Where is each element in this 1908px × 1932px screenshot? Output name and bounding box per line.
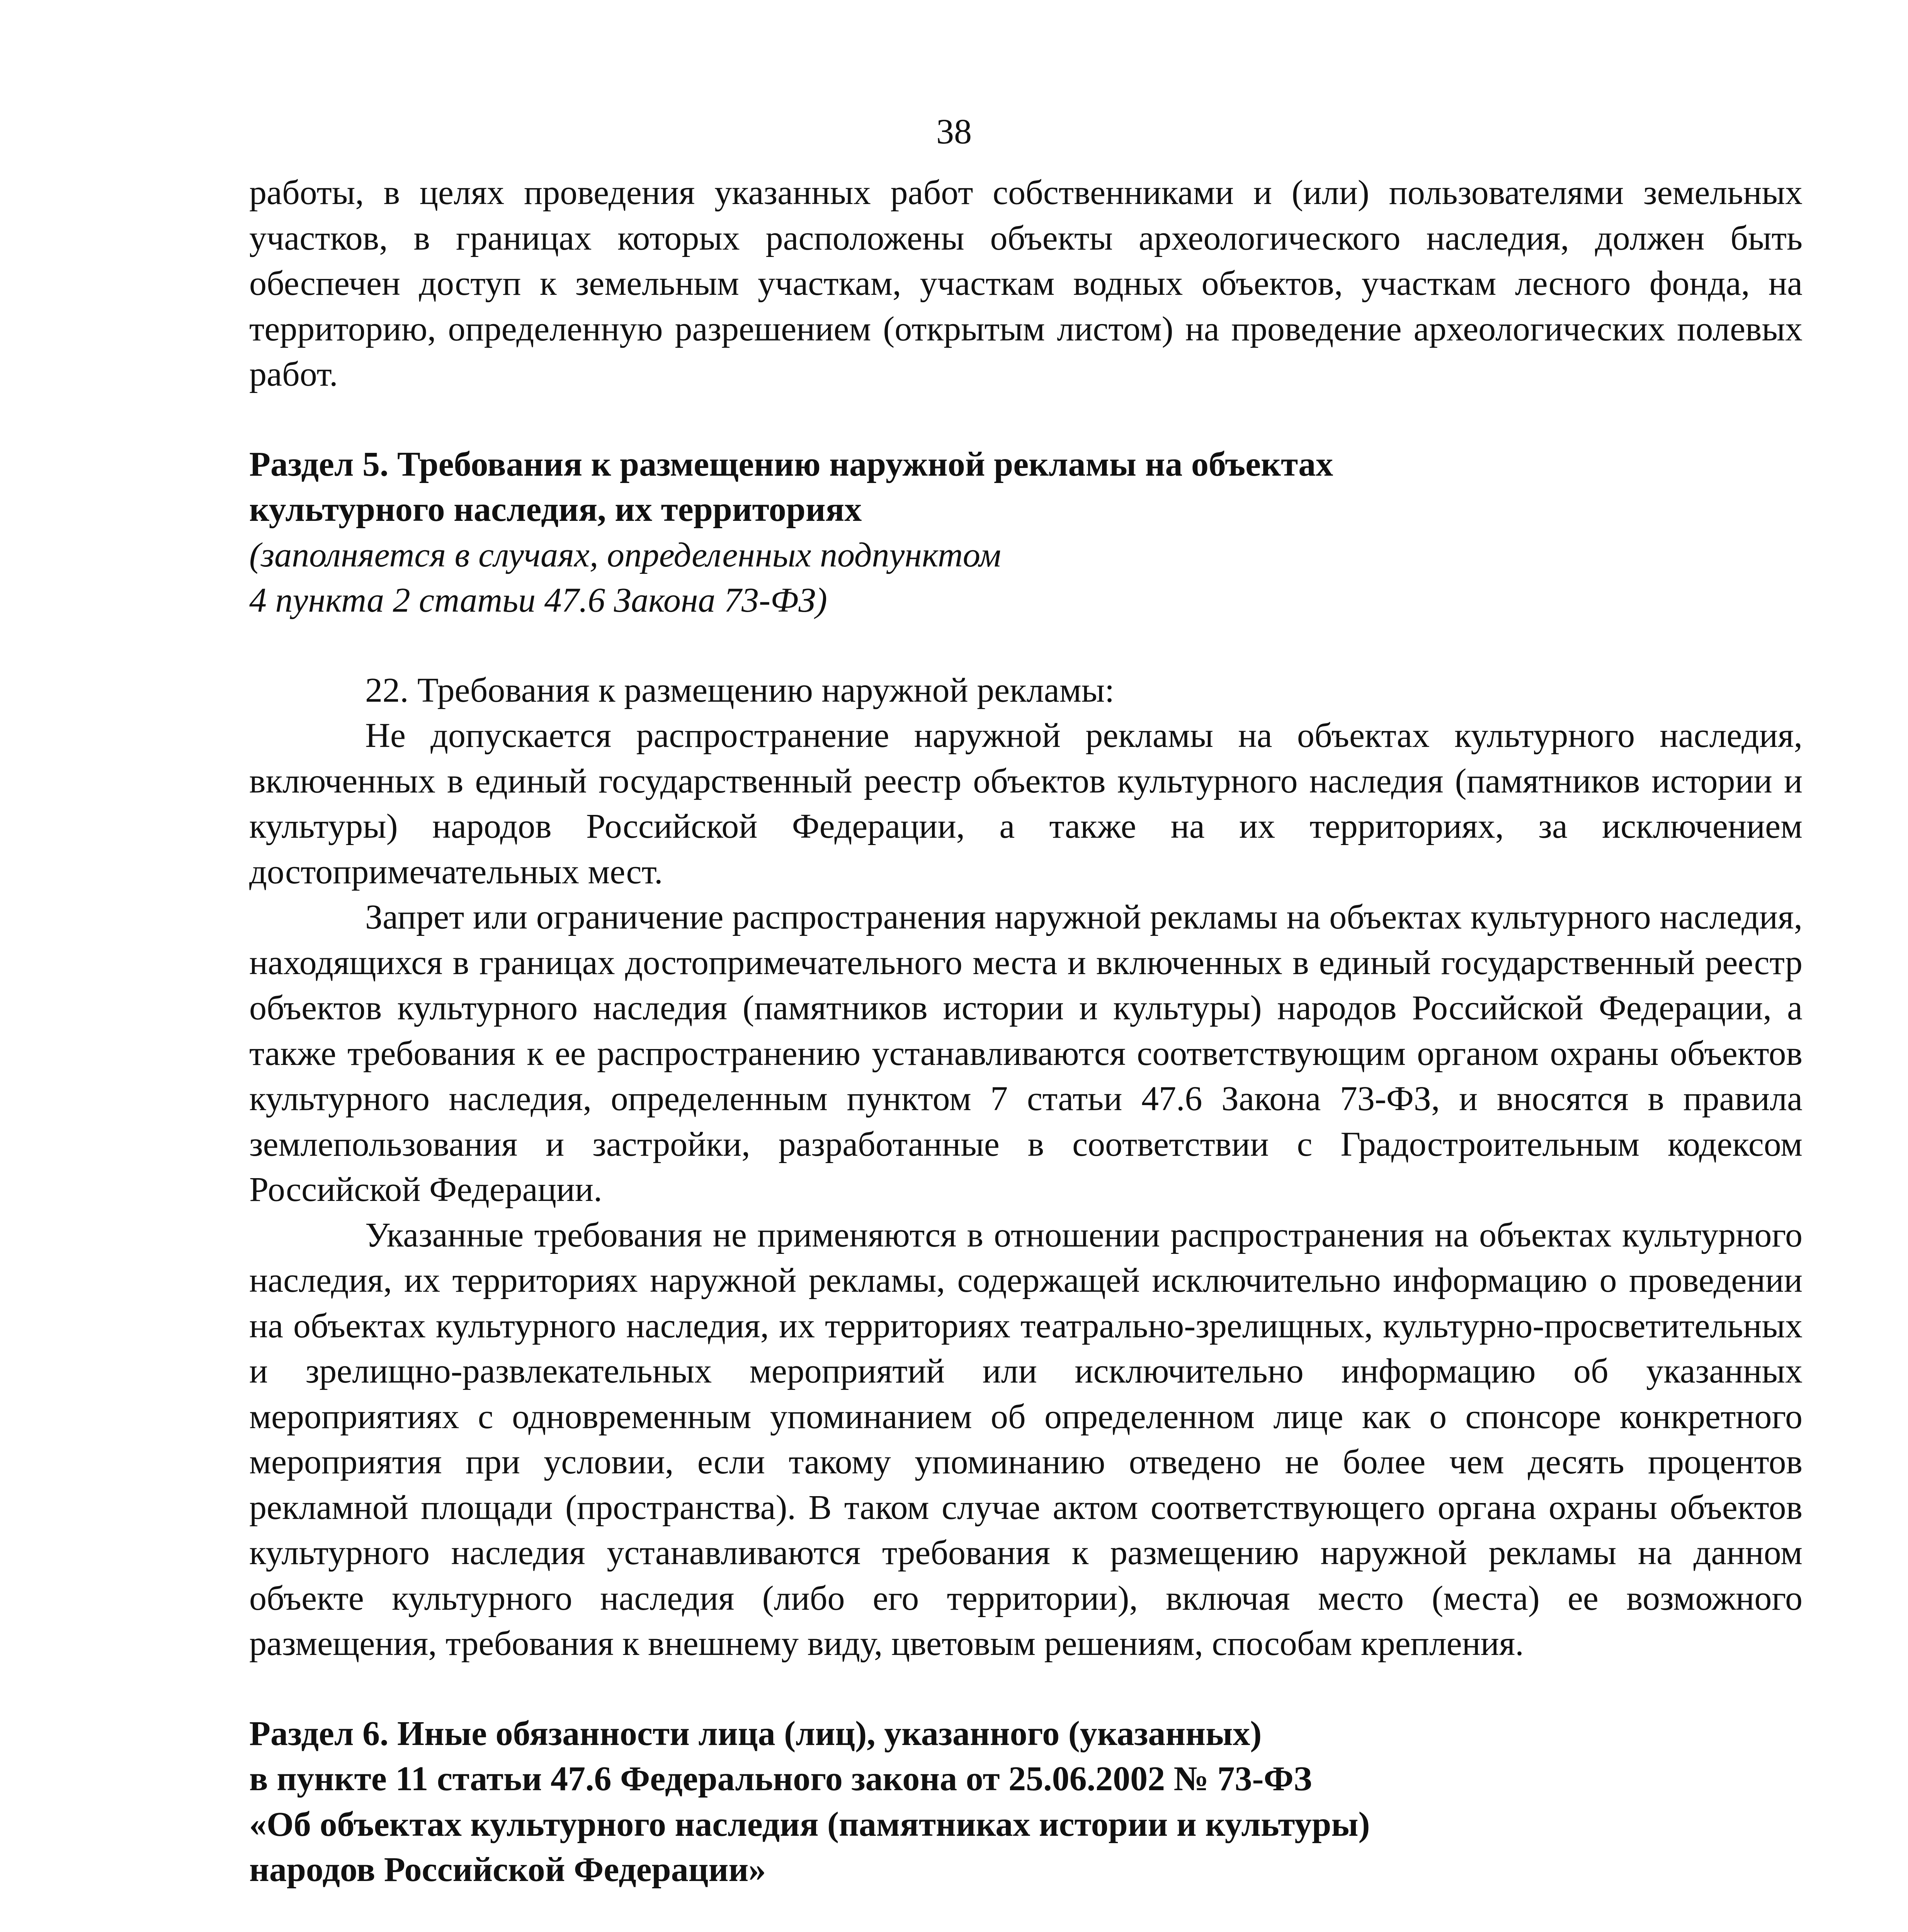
item-22: 22. Требования к размещению наружной рекламы:: [365, 671, 1115, 709]
section-5-paragraph-3: Указанные требования не применяются в отношении распространения на объектах культурного наследия, их территориях наружной рекламы, содержащей исключительно информацию о проведении на объектах культурного наследия, их территориях театрально-зрелищных, культурно-просветительных и зрелищно-развлекательных мероприятий или исключительно информацию об указанных мероприятиях с одновременным упоминанием об определенном лице как о спонсоре конкретного мероприятия при условии, если такому упоминанию отведено не более чем десять процентов рекламной площади (пространства). В таком случае актом соответствующего органа охраны объектов культурного наследия устанавливаются требования к размещению наружной рекламы на данном объекте культурного наследия (либо его территории), включая место (места) ее возможного размещения, требования к внешнему виду, цветовым решениям, способам крепления.: [249, 1216, 1803, 1663]
section-5-title-line-1: Раздел 5. Требования к размещению наружной рекламы на объектах: [249, 445, 1333, 483]
section-5-title-line-2: культурного наследия, их территориях: [249, 490, 862, 529]
spacer: [249, 1667, 1803, 1711]
spacer: [249, 397, 1803, 442]
section-6-heading: [249, 1711, 1803, 1893]
section-5-heading: [249, 442, 1803, 623]
section-5-note-line-1: (заполняется в случаях, определенных подпунктом: [249, 536, 1001, 574]
section-6-title-line-1: Раздел 6. Иные обязанности лица (лиц), указанного (указанных): [249, 1714, 1262, 1753]
section-6-title-line-4: народов Российской Федерации»: [249, 1850, 766, 1889]
page-content: [249, 170, 1803, 1932]
section-6-title-line-3: «Об объектах культурного наследия (памятниках истории и культуры): [249, 1805, 1370, 1844]
intro-paragraph: работы, в целях проведения указанных работ собственниками и (или) пользователями земельных участков, в границах которых расположены объекты археологического наследия, должен быть обеспечен доступ к земельным участкам, участкам водных объектов, участкам лесного фонда, на территорию, определенную разрешением (открытым листом) на проведение археологических полевых работ.: [249, 173, 1803, 393]
section-5-paragraph-1: Не допускается распространение наружной рекламы на объектах культурного наследия, включенных в единый государственный реестр объектов культурного наследия (памятников истории и культуры) народов Российской Федерации, а также на их территориях, за исключением достопримечательных мест.: [249, 716, 1803, 891]
section-6-title-line-2: в пункте 11 статьи 47.6 Федерального закона от 25.06.2002 № 73-ФЗ: [249, 1760, 1312, 1798]
spacer: [249, 623, 1803, 668]
section-5-note-line-2: 4 пункта 2 статьи 47.6 Закона 73-ФЗ): [249, 581, 827, 619]
section-5-paragraph-2: Запрет или ограничение распространения наружной рекламы на объектах культурного наследия, находящихся в границах достопримечательного места и включенных в единый государственный реестр объектов культурного наследия (памятников истории и культуры) народов Российской Федерации, а также требования к ее распространению устанавливаются соответствующим органом охраны объектов культурного наследия, определенным пунктом 7 статьи 47.6 Закона 73-ФЗ, и вносятся в правила землепользования и застройки, разработанные в соответствии с Градостроительным кодексом Российской Федерации.: [249, 898, 1803, 1209]
spacer: [249, 1893, 1803, 1932]
page-number: 38: [936, 112, 972, 151]
